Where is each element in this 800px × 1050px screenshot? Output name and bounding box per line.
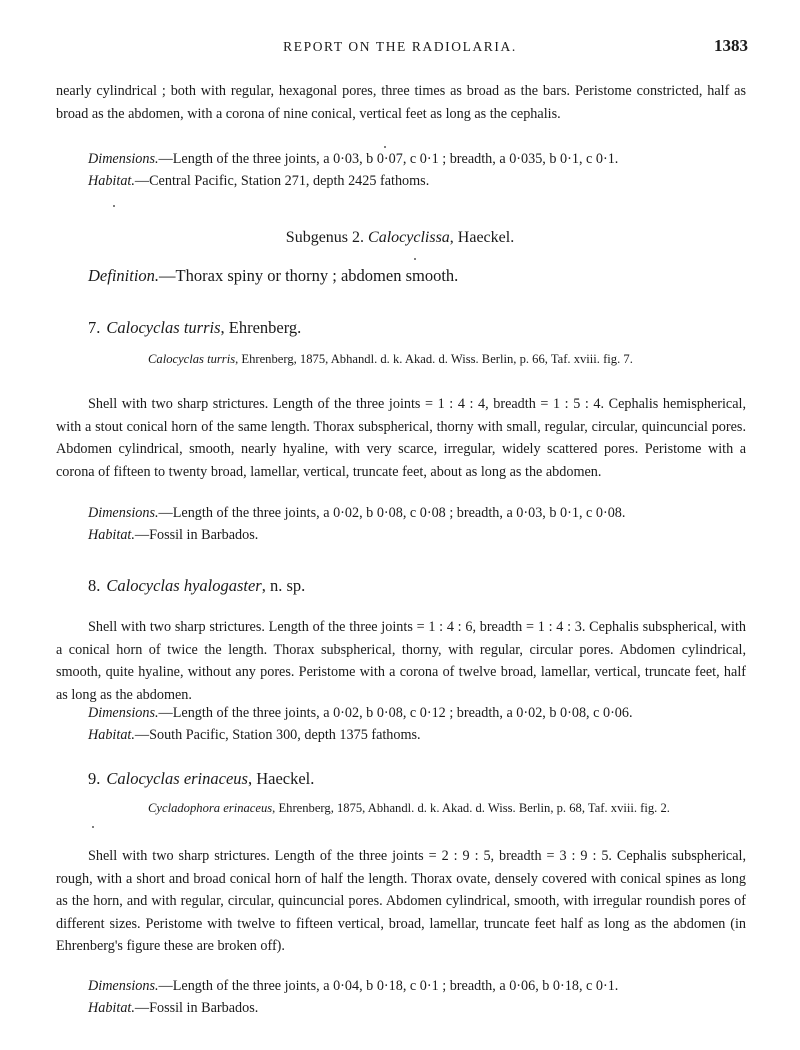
- dimensions-label: Dimensions.: [88, 151, 159, 167]
- synonym-name: Calocyclas turris: [148, 352, 236, 366]
- dimensions-label: Dimensions.: [88, 505, 159, 521]
- species-synonymy-7: [148, 349, 783, 369]
- definition-label: Definition.: [88, 266, 160, 285]
- scan-speck: [113, 205, 115, 207]
- synonym-reference: , Ehrenberg, 1875, Abhandl. d. k. Akad. d. Wiss. Berlin, p. 68, Taf. xviii. fig. 2.: [272, 801, 670, 815]
- species-heading-9: [88, 769, 314, 789]
- species-name: Calocyclas turris: [106, 318, 221, 337]
- habitat-label: Habitat.: [88, 173, 135, 189]
- species-habitat-8: [88, 724, 748, 746]
- running-title: REPORT ON THE RADIOLARIA.: [283, 39, 517, 54]
- species-dimensions-9: [88, 975, 748, 997]
- subgenus-name: Calocyclissa: [368, 229, 450, 246]
- page-number: 1383: [714, 36, 748, 55]
- species-number: 9.: [88, 769, 101, 788]
- species-description-9: Shell with two sharp strictures. Length of the three joints = 2 : 9 : 5, breadth = 3 : 9 : 5. Cephalis subspherical, rough, with a short and broad conical horn of half the length. Thorax ovate, densely covered with conical spines as long as the horn, and with regular, circular, quincuncial pores. Abdomen cylindrical, smooth, with irregular roundish pores of different sizes. Peristome with twelve to fifteen vertical, broad, lamellar, truncate feet half as long as the abdomen (in Ehrenberg's figure these are broken off).: [56, 848, 746, 954]
- species-heading-7: [88, 318, 301, 338]
- subgenus-prefix: Subgenus 2.: [285, 229, 369, 246]
- species-dimensions-8: [88, 702, 748, 724]
- species-number: 7.: [88, 318, 101, 337]
- species-habitat-9: [88, 997, 748, 1019]
- species-author: , n. sp.: [261, 576, 306, 595]
- species-description-7: Shell with two sharp strictures. Length of the three joints = 1 : 4 : 4, breadth = 1 : 5 : 4. Cephalis hemispherical, with a stout conical horn of the same length. Thorax subspherical, thorny with small, regular, circular, quincuncial pores. Abdomen cylindrical, smooth, nearly hyaline, with very scarce, irregular, widely scattered pores. Peristome with a corona of fifteen to twenty broad, lamellar, vertical, truncate feet, about as long as the abdomen.: [56, 396, 746, 480]
- dimensions-label: Dimensions.: [88, 705, 159, 721]
- dimensions-text: —Length of the three joints, a 0·04, b 0·18, c 0·1 ; breadth, a 0·06, b 0·18, c 0·1.: [158, 978, 619, 994]
- habitat-text: —Fossil in Barbados.: [134, 1000, 259, 1016]
- habitat-label: Habitat.: [88, 1000, 135, 1016]
- species-author: , Ehrenberg.: [220, 318, 302, 337]
- dimensions-label: Dimensions.: [88, 978, 159, 994]
- habitat-text: —Central Pacific, Station 271, depth 2425 fathoms.: [134, 173, 430, 189]
- species-number: 8.: [88, 576, 101, 595]
- intro-dimensions: [88, 148, 748, 170]
- habitat-text: —South Pacific, Station 300, depth 1375 fathoms.: [134, 727, 421, 743]
- scan-speck: [414, 258, 416, 260]
- species-habitat-7: [88, 524, 748, 546]
- habitat-label: Habitat.: [88, 527, 135, 543]
- subgenus-definition: [88, 266, 458, 286]
- synonym-name: Cycladophora erinaceus: [148, 801, 273, 815]
- dimensions-text: —Length of the three joints, a 0·02, b 0·08, c 0·12 ; breadth, a 0·02, b 0·08, c 0·06.: [158, 705, 633, 721]
- subgenus-author: , Haeckel.: [449, 229, 515, 246]
- scan-speck: [384, 146, 386, 148]
- species-name: Calocyclas hyalogaster: [106, 576, 262, 595]
- intro-habitat: [88, 170, 748, 192]
- synonym-reference: , Ehrenberg, 1875, Abhandl. d. k. Akad. d. Wiss. Berlin, p. 66, Taf. xviii. fig. 7.: [235, 352, 633, 366]
- species-author: , Haeckel.: [247, 769, 315, 788]
- intro-paragraph: nearly cylindrical ; both with regular, hexagonal pores, three times as broad as the bars. Peristome constricted, half as broad as the abdomen, with a corona of nine conical, vertical feet as long as the cephalis.: [56, 83, 746, 122]
- habitat-label: Habitat.: [88, 727, 135, 743]
- species-name: Calocyclas erinaceus: [106, 769, 248, 788]
- habitat-text: —Fossil in Barbados.: [134, 527, 259, 543]
- species-synonymy-9: [148, 798, 783, 818]
- species-heading-8: [88, 576, 305, 596]
- running-header: [0, 36, 800, 60]
- species-dimensions-7: [88, 502, 748, 524]
- subgenus-heading: [0, 229, 800, 247]
- dimensions-text: —Length of the three joints, a 0·02, b 0·08, c 0·08 ; breadth, a 0·03, b 0·1, c 0·08.: [158, 505, 626, 521]
- dimensions-text: —Length of the three joints, a 0·03, b 0·07, c 0·1 ; breadth, a 0·035, b 0·1, c 0·1.: [158, 151, 619, 167]
- definition-text: —Thorax spiny or thorny ; abdomen smooth.: [159, 266, 459, 285]
- scan-speck: [92, 826, 94, 828]
- species-description-8: Shell with two sharp strictures. Length of the three joints = 1 : 4 : 6, breadth = 1 : 4 : 3. Cephalis subspherical, with a conical horn of twice the length. Thorax subspherical, thorny, with regular, circular pores. Abdomen cylindrical, smooth, quite hyaline, without any pores. Peristome with a corona of twelve broad, lamellar, vertical, truncate feet, half as long as the abdomen.: [56, 619, 746, 703]
